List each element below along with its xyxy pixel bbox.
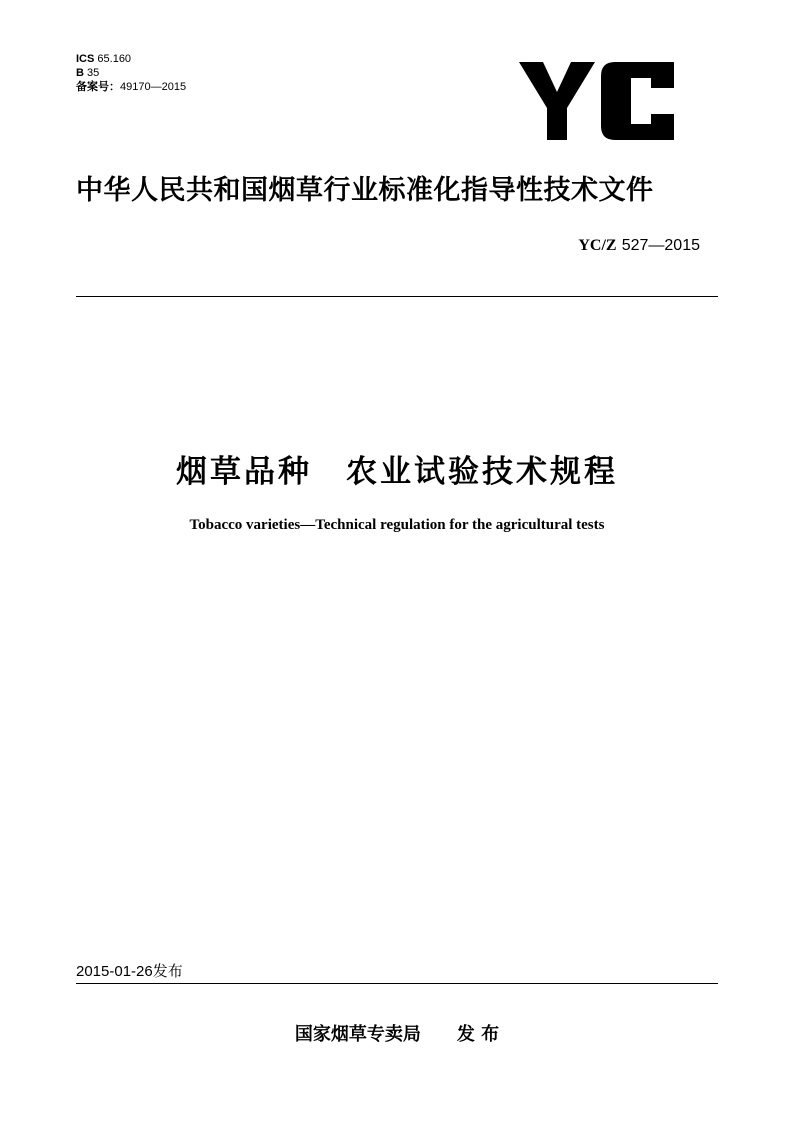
ics-value: 65.160: [97, 53, 132, 65]
issue-date-value: 2015-01-26: [76, 963, 153, 980]
standard-year: 527—2015: [621, 237, 700, 254]
header-divider: [76, 296, 718, 297]
ccs-label: B: [76, 67, 84, 79]
english-title: Tobacco varieties—Technical regulation for the agricultural tests: [189, 517, 605, 533]
ics-label: ICS: [76, 53, 95, 65]
chinese-title: 烟草品种 农业试验技术规程: [176, 454, 618, 490]
footer-divider: [76, 983, 718, 984]
issuer-action: 发 布: [456, 1024, 500, 1045]
ccs-value: 35: [87, 67, 100, 79]
document-type-title: 中华人民共和国烟草行业标准化指导性技术文件: [76, 175, 654, 206]
issue-date: [76, 960, 183, 981]
filing-value: 49170—2015: [120, 81, 187, 93]
yc-logo: [519, 62, 674, 140]
ccs-code: [76, 66, 99, 80]
issue-date-word: 发布: [152, 962, 183, 980]
standard-code: YC/Z: [578, 237, 617, 254]
filing-number: [76, 80, 186, 94]
issuer-name: 国家烟草专卖局: [294, 1024, 421, 1045]
ics-code: [76, 52, 131, 66]
issuer-line: [0, 1020, 794, 1046]
standard-number: [578, 235, 700, 255]
filing-label: 备案号：: [76, 81, 120, 93]
